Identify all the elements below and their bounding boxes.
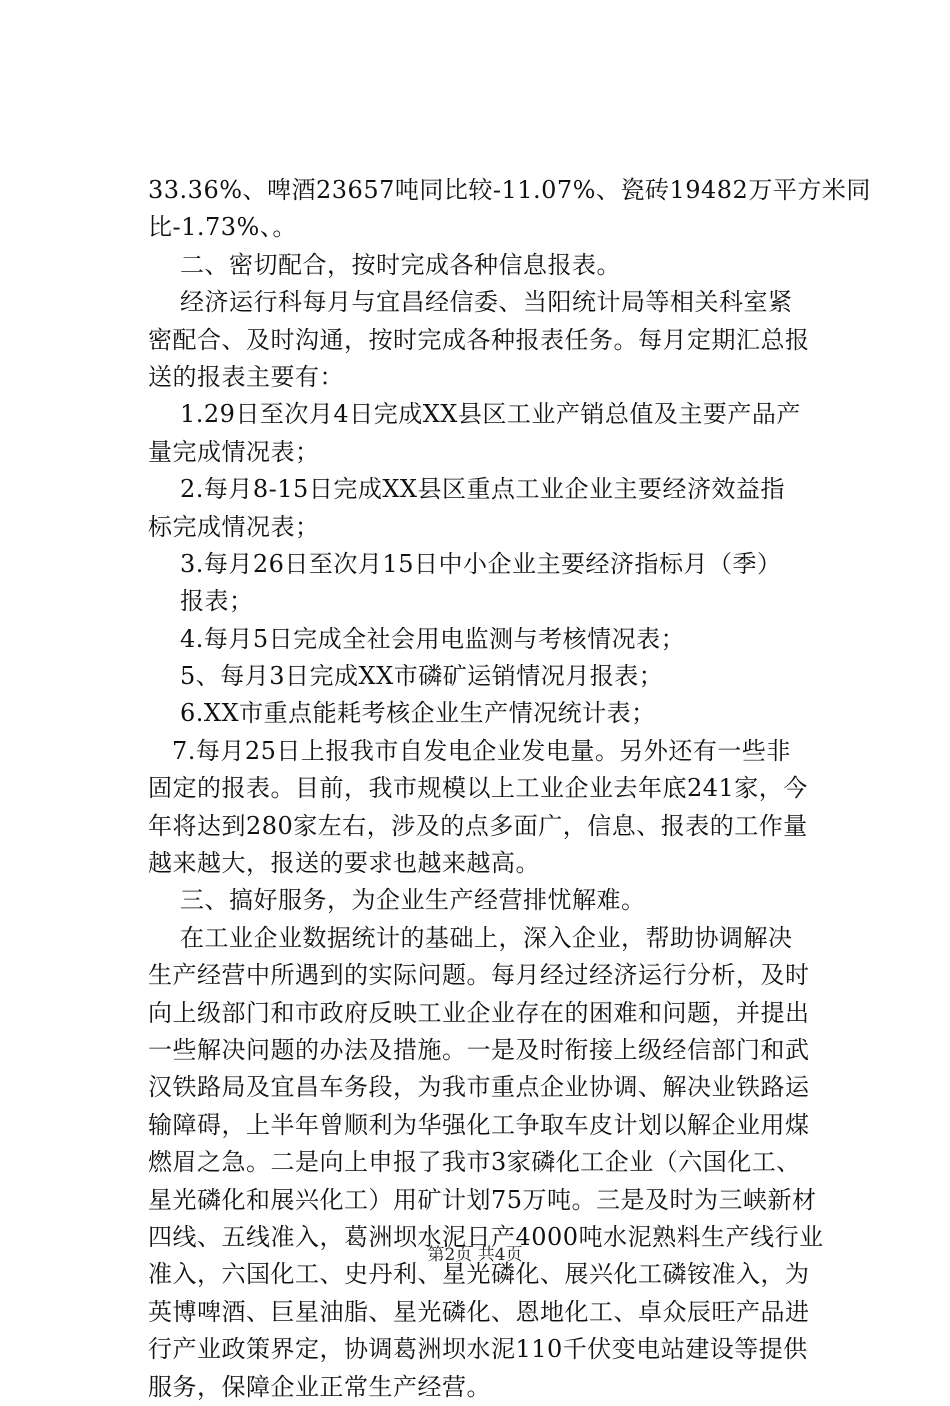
page-number: 第2页 共4页 xyxy=(427,1245,523,1265)
section-heading: 三、搞好服务，为企业生产经营排忧解难。 xyxy=(180,886,646,915)
paragraph-line: 生产经营中所遇到的实际问题。每月经过经济运行分析，及时 xyxy=(148,961,810,990)
document-body xyxy=(148,172,871,1406)
list-item: 7.每月25日上报我市自发电企业发电量。另外还有一些非 xyxy=(172,736,791,765)
paragraph-line: 英博啤酒、巨星油脂、星光磷化、恩地化工、卓众辰旺产品进 xyxy=(148,1297,810,1326)
paragraph-line: 星光磷化和展兴化工）用矿计划75万吨。三是及时为三峡新材 xyxy=(148,1185,817,1214)
paragraph-line: 年将达到280家左右，涉及的点多面广，信息、报表的工作量 xyxy=(148,811,808,840)
paragraph-line: 33.36%、啤酒23657吨同比较-11.07%、瓷砖19482万平方米同 xyxy=(148,176,871,204)
list-item-continuation: 报表； xyxy=(180,587,254,616)
paragraph-line: 送的报表主要有： xyxy=(148,362,344,391)
paragraph-line: 行产业政策界定，协调葛洲坝水泥110千伏变电站建设等提供 xyxy=(148,1335,808,1364)
list-item: 6.XX市重点能耗考核企业生产情况统计表； xyxy=(180,699,656,728)
paragraph-line: 固定的报表。目前，我市规模以上工业企业去年底241家，今 xyxy=(148,774,808,803)
paragraph-line: 在工业企业数据统计的基础上，深入企业，帮助协调解决 xyxy=(180,923,793,952)
paragraph-line: 燃眉之急。二是向上申报了我市3家磷化工企业（六国化工、 xyxy=(148,1148,801,1177)
paragraph-line: 密配合、及时沟通，按时完成各种报表任务。每月定期汇总报 xyxy=(148,325,810,354)
list-item: 3.每月26日至次月15日中小企业主要经济指标月（季） xyxy=(180,549,782,578)
paragraph-line: 四线、五线准入，葛洲坝水泥日产4000吨水泥熟料生产线行业 xyxy=(148,1222,824,1251)
paragraph-line: 汉铁路局及宜昌车务段，为我市重点企业协调、解决业铁路运 xyxy=(148,1073,810,1102)
list-item: 2.每月8-15日完成XX县区重点工业企业主要经济效益指 xyxy=(180,475,785,504)
paragraph-line: 向上级部门和市政府反映工业企业存在的困难和问题，并提出 xyxy=(148,998,810,1027)
list-item: 5、每月3日完成XX市磷矿运销情况月报表； xyxy=(180,662,664,691)
list-item: 1.29日至次月4日完成XX县区工业产销总值及主要产品产 xyxy=(180,400,801,429)
page-footer xyxy=(0,1240,950,1265)
list-item-continuation: 标完成情况表； xyxy=(148,512,320,541)
paragraph-line: 输障碍，上半年曾顺利为华强化工争取车皮计划以解企业用煤 xyxy=(148,1110,810,1139)
paragraph-line: 服务，保障企业正常生产经营。 xyxy=(148,1372,491,1401)
section-heading: 二、密切配合，按时完成各种信息报表。 xyxy=(180,250,621,279)
paragraph-line: 比-1.73%、。 xyxy=(148,213,297,242)
paragraph-line: 一些解决问题的办法及措施。一是及时衔接上级经信部门和武 xyxy=(148,1035,810,1064)
paragraph-line: 经济运行科每月与宜昌经信委、当阳统计局等相关科室紧 xyxy=(180,288,793,317)
list-item-continuation: 量完成情况表； xyxy=(148,437,320,466)
paragraph-line: 准入，六国化工、史丹利、星光磷化、展兴化工磷铵准入，为 xyxy=(148,1260,810,1289)
paragraph-line: 越来越大，报送的要求也越来越高。 xyxy=(148,849,540,878)
list-item: 4.每月5日完成全社会用电监测与考核情况表； xyxy=(180,624,686,653)
